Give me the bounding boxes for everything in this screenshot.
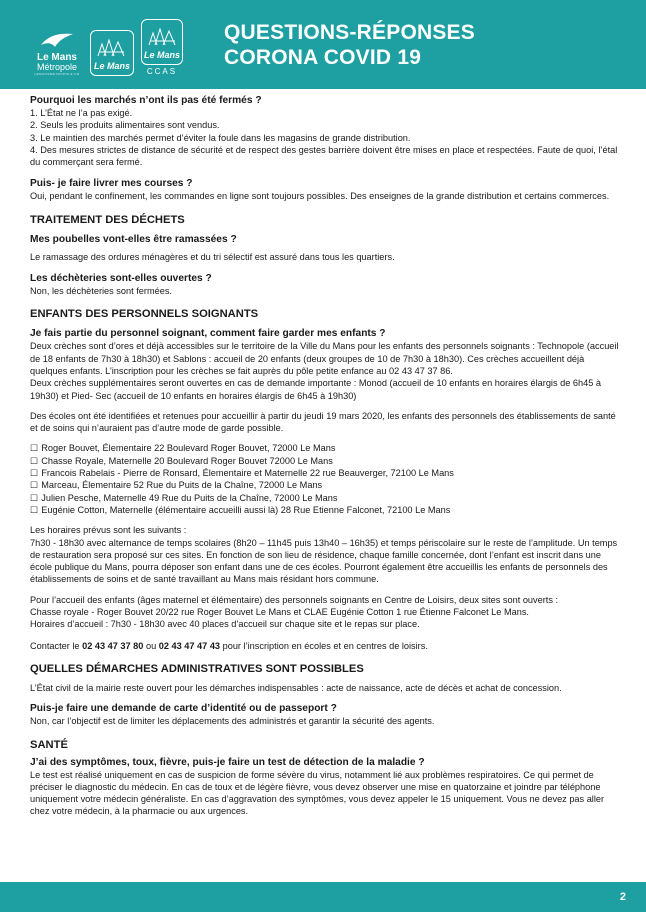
section-heading-enfants: ENFANTS DES PERSONNELS SOIGNANTS xyxy=(30,308,259,321)
phone-number: 02 43 47 47 43 xyxy=(158,640,221,651)
cathedral-icon xyxy=(96,36,128,58)
ccas-logo xyxy=(140,19,184,76)
paragraph-sites: Chasse royale - Roger Bouvet 20/22 rue Roger Bouvet Le Mans et CLAE Eugénie Cotton 1 rue Étienne Falconet Le Mans. xyxy=(30,607,529,618)
checkbox-icon: ☐ xyxy=(30,443,39,454)
logo-line1: Le Mans xyxy=(36,52,77,63)
answer-symptomes: Le test est réalisé uniquement en cas de suspicion de forme sévère du virus, notamment lié aux problèmes respiratoires. Ce qui permet de préciser le diagnostic du médecin. En cas de toux et de légère fièvre, vous devez observer une mise en quatorzaine et joindre par téléphone uniquement votre médecin généraliste. En cas d’aggravation des symptômes, vous devez appeler le 15 uniquement. Vous ne devez pas aller chez votre médecin, à la pharmacie ou aux urgences. xyxy=(30,769,605,817)
footer-bar xyxy=(0,882,646,912)
ccas-logo-name: Le Mans xyxy=(143,50,180,60)
school-item: ☐ Marceau, Élementaire 52 Rue du Puits de la Chaîne, 72000 Le Mans xyxy=(30,480,323,491)
checkbox-icon: ☐ xyxy=(30,455,39,466)
question-carte-identite: Puis-je faire une demande de carte d’identité ou de passeport ? xyxy=(30,703,337,715)
paragraph-creches-supp: Deux crèches supplémentaires seront ouvertes en cas de demande importante : Monod (accueil de 10 enfants en horaires élargis de 6h45 à 19h30) et Pied- Sec (accueil de 10 enfants en horaires élargis de 6h45 à 19h30) xyxy=(30,378,601,401)
answer-item: 2. Seuls les produits alimentaires sont vendus. xyxy=(30,120,220,131)
paragraph-horaires: 7h30 - 18h30 avec alternance de temps scolaires (8h20 – 11h45 puis 13h40 – 16h35) et temps périscolaire sur le reste de l’amplitude. Un temps de restauration sera proposé sur ces sites. En fonction de son lieu de résidence, chaque famille concernée, dont l’enfant est inscrit dans une école publique du Mans, pourra déposer son enfant dans une de ces écoles. Pourront également être accueillis les enfants de personnels des établissements de soins et de santé travaillant au Mans mais résidant hors commune. xyxy=(30,537,618,585)
paragraph-horaires-accueil: Horaires d’accueil : 7h30 - 18h30 avec 40 places d’accueil sur chaque site et le repas sur place. xyxy=(30,619,420,630)
title-line2: CORONA COVID 19 xyxy=(224,46,422,69)
bird-icon xyxy=(37,31,77,51)
answer-carte-identite: Non, car l’objectif est de limiter les déplacements des administrés et garantir la sécurité des agents. xyxy=(30,716,435,727)
school-item: ☐ Roger Bouvet, Élementaire 22 Boulevard Roger Bouvet, 72000 Le Mans xyxy=(30,443,336,454)
answer-poubelles: Le ramassage des ordures ménagères et du tri sélectif est assuré dans tous les quartiers. xyxy=(30,251,395,262)
paragraph-etat-civil: L’État civil de la mairie reste ouvert pour les démarches indispensables : acte de naissance, acte de décès et achat de concession. xyxy=(30,682,562,693)
question-garde-enfants: Je fais partie du personnel soignant, comment faire garder mes enfants ? xyxy=(30,328,386,340)
checkbox-icon: ☐ xyxy=(30,480,39,491)
school-item: ☐ Julien Pesche, Maternelle 49 Rue du Puits de la Chaîne, 72000 Le Mans xyxy=(30,492,338,503)
question-symptomes: J’ai des symptômes, toux, fièvre, puis-je faire un test de détection de la maladie ? xyxy=(30,756,425,768)
checkbox-icon: ☐ xyxy=(30,492,39,503)
page-number: 2 xyxy=(619,891,626,903)
section-heading-demarches: QUELLES DÉMARCHES ADMINISTRATIVES SONT POSSIBLES xyxy=(30,662,364,675)
answer-item: 3. Le maintien des marchés permet d’éviter la foule dans les magasins de grande distribution. xyxy=(30,132,411,143)
checkbox-icon: ☐ xyxy=(30,504,39,515)
le-mans-logo-text: Le Mans xyxy=(93,61,130,71)
answer-item: 4. Des mesures strictes de distance de sécurité et de respect des gestes barrière doivent être mises en place et respectées. Faute de quoi, l’étal du commerçant sera fermé. xyxy=(30,144,618,168)
page-title xyxy=(224,20,475,70)
school-item: ☐ Eugénie Cotton, Maternelle (élémentaire accueilli aussi là) 28 Rue Etienne Falconet, 72100 Le Mans xyxy=(30,504,451,515)
question-decheteries: Les déchèteries sont-elles ouvertes ? xyxy=(30,273,212,285)
question-courses: Puis- je faire livrer mes courses ? xyxy=(30,178,193,190)
answer-courses: Oui, pendant le confinement, les commandes en ligne sont toujours possibles. Des enseignes de la grande distribution et certains commerces. xyxy=(30,191,610,202)
header-banner xyxy=(0,0,646,89)
logos xyxy=(30,14,184,76)
answer-item: 1. L’État ne l’a pas exigé. xyxy=(30,108,133,118)
title-line1: QUESTIONS-RÉPONSES xyxy=(224,21,475,44)
phone-number: 02 43 47 37 80 xyxy=(82,640,144,651)
paragraph-centres-loisirs: Pour l’accueil des enfants (âges maternel et élémentaire) des personnels soignants en Centre de Loisirs, deux sites sont ouverts : xyxy=(30,594,559,605)
section-heading-sante: SANTÉ xyxy=(30,738,68,751)
main-content xyxy=(30,94,624,818)
paragraph-horaires-intro: Les horaires prévus sont les suivants : xyxy=(30,525,187,536)
checkbox-icon: ☐ xyxy=(30,468,39,479)
section-heading-dechets: TRAITEMENT DES DÉCHETS xyxy=(30,213,185,226)
logo-line2: Métropole xyxy=(36,62,78,72)
le-mans-metropole-logo xyxy=(30,31,84,76)
paragraph-contact: Contacter le 02 43 47 37 80 ou 02 43 47 47 43 pour l’inscription en écoles et en centres de loisirs. xyxy=(30,640,428,651)
answer-decheteries: Non, les déchèteries sont fermées. xyxy=(30,286,172,297)
school-item: ☐ Francois Rabelais - Pierre de Ronsard, Élementaire et Maternelle 22 rue Beauverger, 72100 Le Mans xyxy=(30,468,454,479)
question-poubelles: Mes poubelles vont-elles être ramassées ? xyxy=(30,233,237,245)
le-mans-logo xyxy=(90,30,134,76)
ccas-logo-label: CCAS xyxy=(146,67,178,76)
logo-tagline: LEMANSMETROPOLE.FR xyxy=(34,72,80,76)
cathedral-icon xyxy=(147,25,177,47)
school-item: ☐ Chasse Royale, Maternelle 20 Boulevard Roger Bouvet 72000 Le Mans xyxy=(30,455,333,466)
paragraph-ecoles: Des écoles ont été identifiées et retenues pour accueillir à partir du jeudi 19 mars 2020, les enfants des personnels des établissements de santé et de soins qui n’auraient pas d’autre mode de garde possible. xyxy=(30,410,616,434)
paragraph-creches: Deux crèches sont d’ores et déjà accessibles sur le territoire de la Ville du Mans pour les enfants des personnels soignants : Technopole (accueil de 18 enfants de 7h30 à 18h30) et Sablons : accueil de 20 enfants (deux groupes de 10 de 7h30 à 18h30). Ces crèches accueillent déjà quelques enfants. L’inscription pour les crèches se fait auprès du pôle petite enfance au 02 43 47 37 86. xyxy=(30,341,619,376)
question-marches: Pourquoi les marchés n’ont ils pas été fermés ? xyxy=(30,95,262,106)
